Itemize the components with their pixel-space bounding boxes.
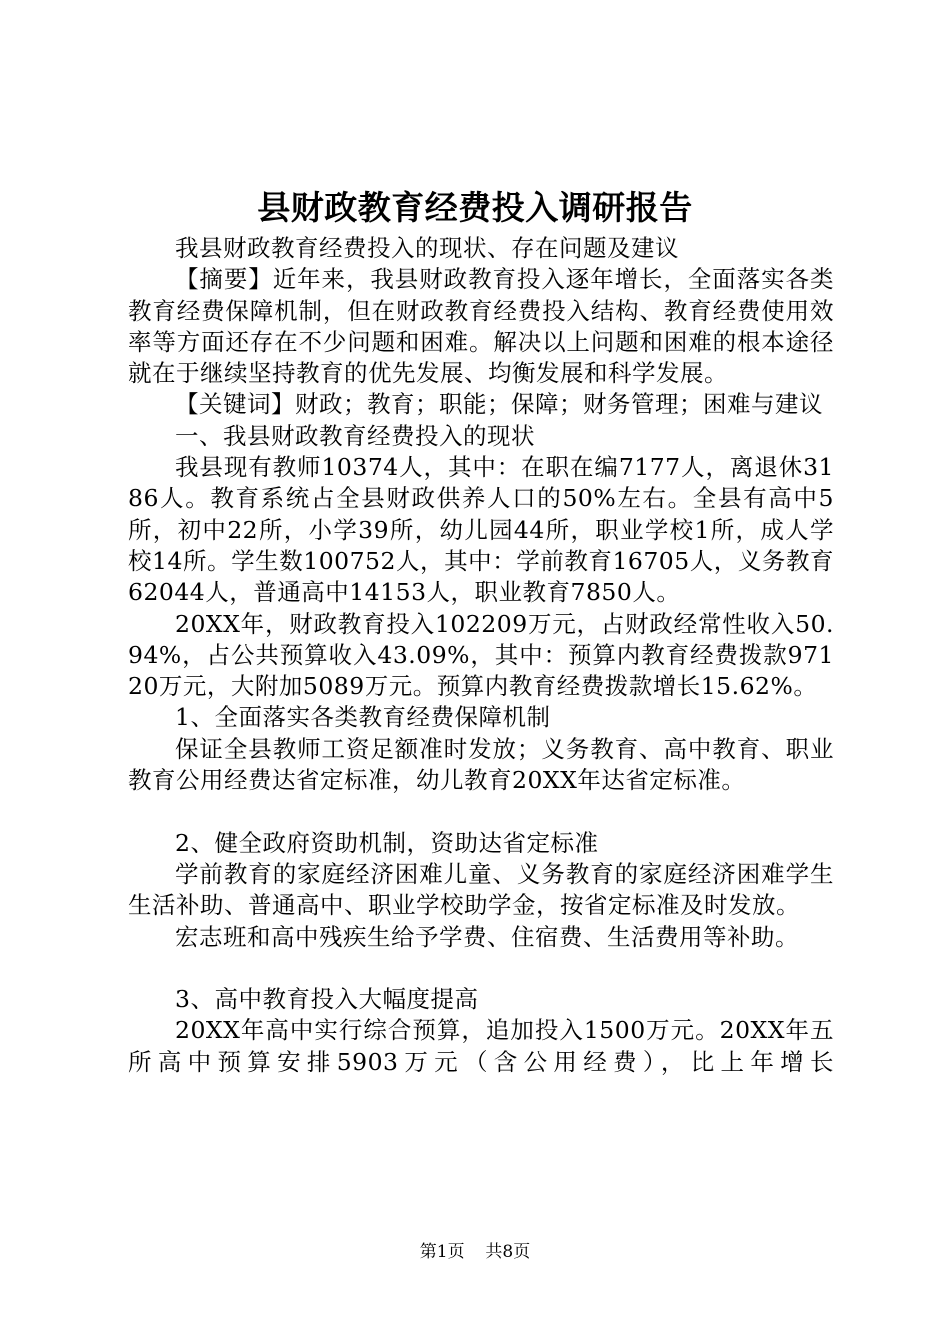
subtitle-paragraph: 我县财政教育经费投入的现状、存在问题及建议 — [175, 234, 679, 262]
item1-paragraph: 保证全县教师工资足额准时发放；义务教育、高中教育、职业教育公用经费达省定标准，幼儿教育20XX年达省定标准。 — [128, 734, 834, 795]
section-heading: 一、我县财政教育经费投入的现状 — [175, 421, 535, 450]
page-footer — [0, 1240, 950, 1264]
page-total: 共8页 — [485, 1242, 531, 1262]
item2-paragraph-2: 宏志班和高中残疾生给予学费、住宿费、生活费用等补助。 — [175, 922, 799, 951]
blank-line — [128, 953, 834, 984]
document-title: 县财政教育经费投入调研报告 — [257, 188, 693, 227]
item1-heading: 1、全面落实各类教育经费保障机制 — [175, 703, 551, 732]
teachers-paragraph: 我县现有教师10374人，其中：在职在编7177人，离退休3186人。教育系统占全县财政供养人口的50%左右。全县有高中5所，初中22所，小学39所，幼儿园44所，职业学校1所，成人学校14所。学生数100752人，其中：学前教育16705人，义务教育62044人，普通高中14153人，职业教育7850人。 — [128, 453, 834, 607]
item2-paragraph: 学前教育的家庭经济困难儿童、义务教育的家庭经济困难学生生活补助、普通高中、职业学校助学金，按省定标准及时发放。 — [128, 859, 834, 920]
investment-paragraph: 20XX年，财政教育投入102209万元，占财政经常性收入50.94%，占公共预算收入43.09%，其中：预算内教育经费拨款97120万元，大附加5089万元。预算内教育经费拨款增长15.62%。 — [128, 609, 834, 701]
abstract-paragraph: 【摘要】近年来，我县财政教育投入逐年增长，全面落实各类教育经费保障机制，但在财政教育经费投入结构、教育经费使用效率等方面还存在不少问题和困难。解决以上问题和困难的根本途径就在于继续坚持教育的优先发展、均衡发展和科学发展。 — [128, 265, 834, 388]
item2-heading: 2、健全政府资助机制，资助达省定标准 — [175, 828, 599, 857]
document-body — [128, 233, 834, 1078]
page-number: 第1页 — [419, 1242, 465, 1262]
item3-heading: 3、高中教育投入大幅度提高 — [175, 985, 479, 1014]
item3-paragraph: 20XX年高中实行综合预算，追加投入1500万元。20XX年五所高中预算安排5903万元（含公用经费），比上年增长 — [128, 1016, 834, 1076]
blank-line — [128, 796, 834, 827]
keywords-paragraph: 【关键词】财政；教育；职能；保障；财务管理；困难与建议 — [175, 390, 823, 419]
